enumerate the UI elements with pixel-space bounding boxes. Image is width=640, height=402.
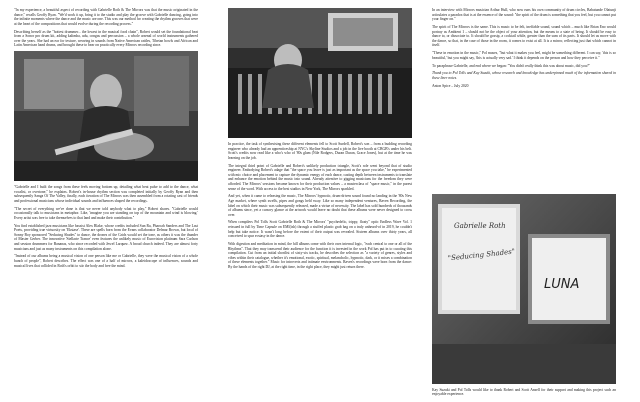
paragraph: And yet, when it came to releasing the music, The Mirrors' hypnotic, drum-driven sound found no landing in the '80s New Age market, where synth swells, pipes and gongs held sway. Like so many independent ventures, Raven Recording, the label on which their music was subsequently released, made a virtue of necessity. The label has sold hundreds of thousands of albums since, yet a cursory glance at the artwork would leave no doubt that these albums were never designed to cross over. bbox=[228, 194, 412, 217]
photo-album-cover bbox=[432, 194, 616, 402]
paragraph: The integral third point of Gabrielle and Robert's unlikely production triangle, Scott's role went beyond that of studio engineer. Embodying Robert's adage that "the space you leave is just as important as the space you take," he experimented with mic choice and placement to capture the dynamic energy of each dance, casting depth between instruments to translate and enhance the emotion behind the music into sound. Already attentive to gigging musicians for the freedom they were afforded. The Mirrors' sessions became known for their production values – a masterclass of "space music," in the purest sense of the word. With access to the best studios in New York, The Mirrors sparkled. bbox=[228, 163, 412, 191]
photo-studio-image bbox=[228, 8, 412, 138]
credits-note: Thank you to Pol Tolls and Kay Suzuki, whose research and knowledge has underpinned much of the information shared in these liner notes. bbox=[432, 71, 616, 80]
album-cover-image bbox=[432, 194, 616, 384]
cover-label: LUNA bbox=[544, 277, 580, 292]
paragraph: "The secret of everything we've done is that we never told anybody what to play," Robert shares. "Gabrielle would occasionally talk to musicians in metaphor. Like, 'imagine you are standing on top of the mountain and wind is blowing.' Every artist was free to take themselves to that land and make their contribution." bbox=[14, 206, 198, 220]
cover-handwriting-top: Gabrielle Roth bbox=[454, 222, 506, 230]
paragraph: When compilers Pol Tolls Scott Gabrielle Roth & The Mirrors' "psychedelic, trippy, floaty" optic Endless Wave Vol. 1 reissued in full by Time Capsule on EMI(ish) through a stuffed plastic grab bag on a truly unheard-of in 2019, he couldn't help but take notice. It wasn't long before the extent of their output was revealed. Sixteen albums over thirty years, all conceived to spur ecstasy in the dance. bbox=[228, 220, 412, 239]
paragraph: With digestion and meditation in mind, the hill albums come with their own internal logic, "each central to one or all of the Rhythms". That they may transcend their audience for the function it is invested in the work Pol has put in to curating this compilation. Cut from an initial shortlist of sixty-six tracks, he describes the selection as "a variety of genres, styles and vibes within their catalogue, whether it's emotional, exotic, spiritual, melancholic, hypnotic, dark, or it mixes a combination of these elements together." Music for introverts and intimate environments. Raven's recordings were born from the dance: By the hands of the right DJ, at the right time, in the right place, they might just return there. bbox=[228, 242, 412, 269]
paragraph: The spirit of The Mirrors is the same. This is music to be felt, ineffable sound, sound which – much like Brian Eno would portray as Ambient 1 – should not be the object of your attention, but the means to a state of being. It should be easy to dance to, or dissociate to. It should be gossip, a cocktail while, greater than the sum of its parts. It should let us move with the dance, so that, in the case of those in the room, it comes to exist at all. It is a mirror, reflecting just that which cannot in itself. bbox=[432, 24, 616, 48]
photo-studio-console bbox=[228, 8, 412, 138]
author-signature: Anton Spice – July 2020 bbox=[432, 83, 469, 88]
photo-guitarist-image bbox=[14, 51, 198, 181]
cover-caption: Kay Suzuki and Pol Tolls would like to thank Robert and Scott Ansell for their support and making this project such an enjoyable experience. bbox=[432, 387, 616, 397]
paragraph: "These in emotion in the music," Pol muses, "but what it makes you feel, might be something different. I can say, 'this is so beautiful,' but you might say, 'this is actually very sad.' I think it depends on the person and how they perceive it." bbox=[432, 51, 616, 60]
paragraph: You find established jazz musicians like bassist Alex Blake, whose credits included Sun Ra, Pharoah Sanders and The Last Poets, providing true virtuosity on 'Ekstase'. These are spells born from the Evans collaborator Delmar Brown, but local of Sonny Boy sponsored "Seducing Shades" to dance, the drones of the Grids would set the tone, as others it was the thunder of Master Gerber. The innovative 'Stellarte Trance' even features the unlikely music of Eurovision platinum Sara Carlson and session drummers for Bananas, who since recorded with Jewel Larquez. A broad church indeed. They are almost forty musicians and just as many instruments on this compilation alone. bbox=[14, 223, 198, 251]
photo-caption: In practice, the task of synthesising these different elements fell to Scott Surdell, Robert's son – from a budding recording engineer who already had an apprenticeship at NYC's Skyline Studios and a job in the live booth at CBGB's under his belt. Scott's credits now read like a who's who of '80s glam (Nile Rodgers, Duran Duran, Grace Jones), but at the time he was learning on the job. bbox=[228, 142, 412, 160]
column-middle bbox=[228, 8, 412, 273]
paragraph: Describing herself as the "hottest drummer... the lowest in the musical food chain", Robert would set the foundational beat from a Sonor pro drum kit, adding kalimba, udu, congas and percussion – a whole arsenal of world instruments gathered over the years. She had an ear for texture, weaving in sounds from Native American rattles, Tibetan bowls and African and Latin American hand drums, and brought these to bear on practically every Mirrors recording since. bbox=[14, 29, 198, 48]
cover-handwriting-mid: "Seducing Shades" bbox=[447, 247, 516, 263]
column-left bbox=[14, 8, 198, 271]
photo-caption: "Gabrielle and I built the songs from these feels moving bottom up, detailing what beat pulse to add to the dance, what vocalist, or overtone," he explains. Robert's in-house rhythm section was completed initially by Geoffy Ryan and then subsequently Sanga Of The Valley, finally, each iteration of The Mirrors was then assembled from a rotating cast of friends and professional musicians whose individual sounds and influences shaped the recordings. bbox=[14, 185, 198, 203]
paragraph: To paraphrase Gabrielle, and end where we began: "You didn't really think this was about music, did you?" bbox=[432, 63, 590, 68]
paragraph: "Instead of our albums being a musical vision of one person like me or Gabrielle, they were the musical vision of a whole bunch of people", Robert describes. The effect was one of a half of mirrors, a kaleidoscope of influences, sounds and musical lives that collided in Roth's orbit to stir the body and free the mind. bbox=[14, 254, 198, 268]
column-right bbox=[432, 8, 616, 91]
paragraph: In an interview with Mirrors musician Arthur Hull, who now runs his own community of drum circles, Babatunde Olatunji articulates a paradox that is at the essence of the sound: "the spirit of the drum is something that you feel, but you cannot put your finger on." bbox=[432, 8, 616, 22]
photo-guitarist bbox=[14, 51, 198, 181]
paragraph: "In my experience, a beautiful aspect of recording with Gabrielle Roth & The Mirrors was that the music originated in the dance," recalls Geoffy Ryan. "We'd work it up, bring it to the studio and play the groove with Gabrielle dancing, going into the infinite moments where the dance and the music are one. This was our method for creating the rhythm grooves that were at the heart of the compositions that would evolve during the recording process." bbox=[14, 8, 198, 26]
